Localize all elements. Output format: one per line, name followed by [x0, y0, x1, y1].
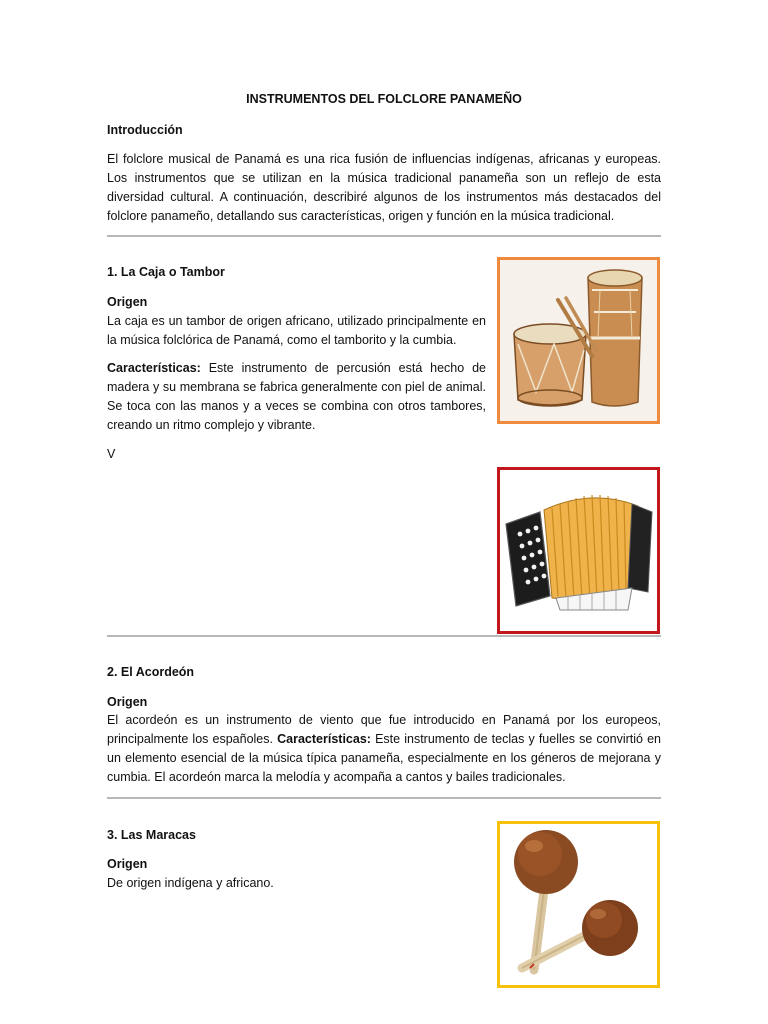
caja-features-text: Este instrumento de percusión está hecho de madera y su membrana se fabrica generalmente con piel de animal. Se toca con las manos y a veces se combina con otros tambores, creando un ritmo complejo y vibrante.	[107, 361, 486, 432]
intro-heading: Introducción	[107, 123, 183, 137]
divider	[107, 797, 661, 799]
drums-illustration	[500, 260, 657, 421]
intro-paragraph: El folclore musical de Panamá es una rica fusión de influencias indígenas, africanas y europeas. Los instrumentos que se utilizan en la música tradicional panameña son un reflejo de esta diversidad cultural. A continuación, describiré algunos de los instrumentos más destacados del folclore panameño, detallando sus características, origen y función en la música tradicional.	[107, 152, 661, 223]
section-heading-acordeon: 2. El Acordeón	[107, 665, 195, 679]
accordion-image	[497, 467, 660, 634]
drums-image	[497, 257, 660, 424]
caja-features-paragraph	[107, 359, 486, 435]
origin-label: Origen	[107, 295, 148, 309]
divider	[107, 635, 661, 637]
accordion-illustration	[500, 470, 657, 631]
acordeon-features-text: Este instrumento de teclas y fuelles se convirtió en un elemento esencial de la música típica panameña, especialmente en los géneros de mejorana y cumbia. El acordeón marca la melodía y acompaña a cantos y bailes tradicionales.	[107, 732, 661, 784]
features-label: Características:	[107, 361, 201, 375]
origin-label: Origen	[107, 857, 148, 871]
origin-label: Origen	[107, 695, 148, 709]
features-label: Características:	[277, 732, 371, 746]
maracas-image	[497, 821, 660, 988]
acordeon-paragraph	[107, 711, 661, 787]
acordeon-origin-text: El acordeón es un instrumento de viento que fue introducido en Panamá por los europeos, principalmente los españoles.	[107, 713, 661, 746]
section-heading-maracas: 3. Las Maracas	[107, 828, 196, 842]
maracas-origin-text: De origen indígena y africano.	[107, 876, 274, 890]
page-title: INSTRUMENTOS DEL FOLCLORE PANAMEÑO	[246, 92, 522, 106]
section-heading-caja: 1. La Caja o Tambor	[107, 265, 225, 279]
divider	[107, 235, 661, 237]
stray-letter: V	[107, 447, 116, 461]
caja-origin-text: La caja es un tambor de origen africano, utilizado principalmente en la música folclórica de Panamá, como el tamborito y la cumbia.	[107, 314, 486, 347]
maracas-illustration	[500, 824, 657, 985]
